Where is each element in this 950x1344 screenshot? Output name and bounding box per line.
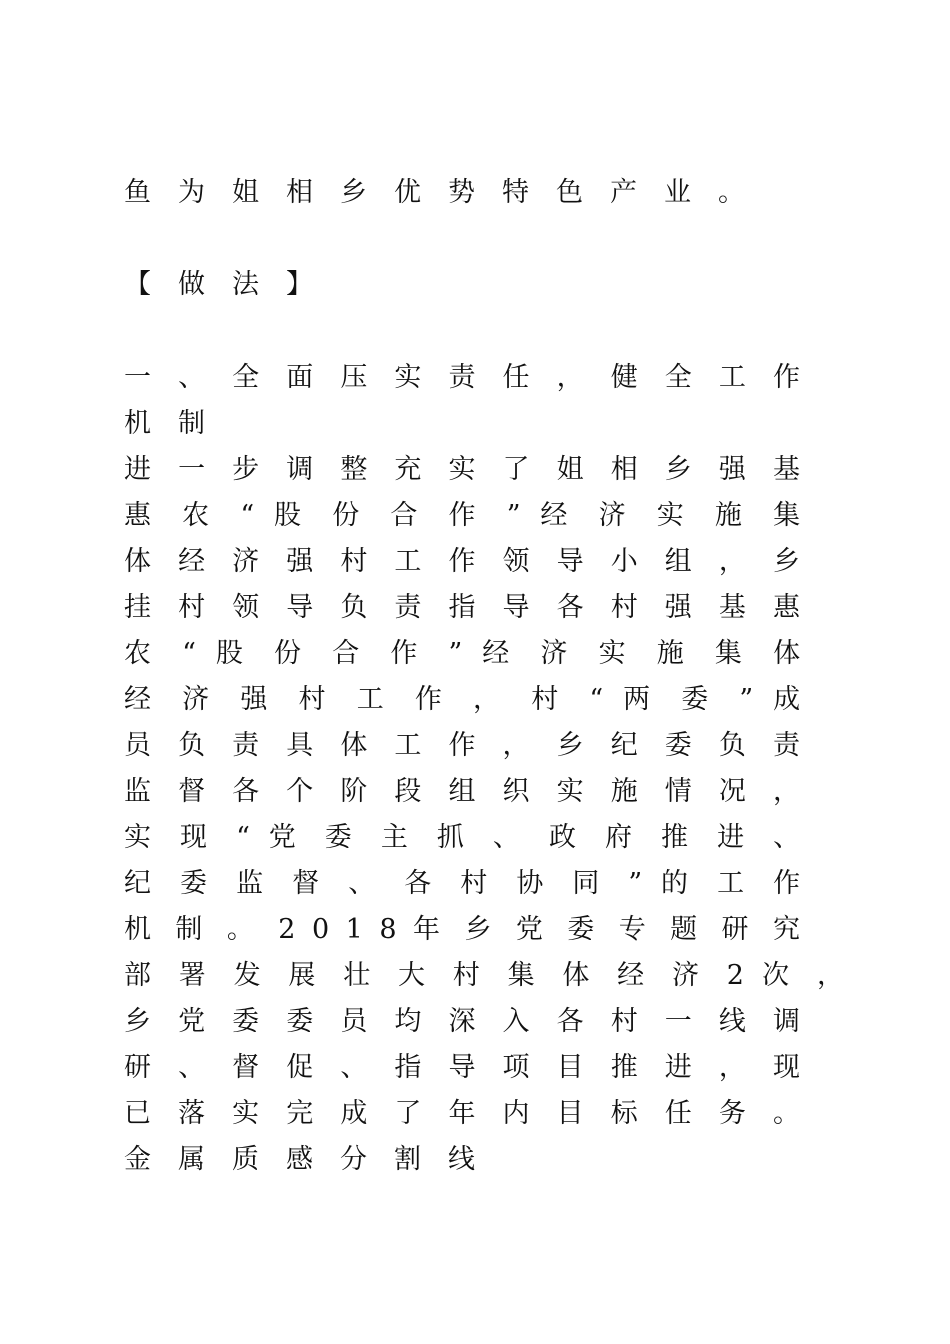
body-line-2: 惠 农 “ 股 份 合 作 ” 经 济 实 施 集 — [124, 500, 801, 531]
body-line-3: 体 经 济 强 村 工 作 领 导 小 组 ， 乡 — [124, 546, 800, 577]
body-line-14: 研 、 督 促 、 指 导 项 目 推 进 ， 现 — [124, 1052, 800, 1083]
text-line-1: 鱼为姐相乡优势特色产业。 — [124, 177, 772, 208]
body-line-8: 监 督 各 个 阶 段 组 织 实 施 情 况 ， — [124, 776, 800, 807]
body-line-4: 挂 村 领 导 负 责 指 导 各 村 强 基 惠 — [124, 592, 800, 623]
subheading-line-2: 机制 — [124, 408, 232, 439]
body-line-7: 员 负 责 具 体 工 作 ， 乡 纪 委 负 责 — [124, 730, 800, 761]
body-line-15: 已 落 实 完 成 了 年 内 目 标 任 务 。 — [124, 1098, 800, 1129]
section-heading: 【做法】 — [124, 269, 340, 300]
body-line-16: 金属质感分割线 — [124, 1144, 502, 1175]
body-line-6: 经 济 强 村 工 作 ， 村 “ 两 委 ” 成 — [124, 684, 801, 715]
body-line-11: 机 制 。 2 0 1 8 年 乡 党 委 专 题 研 究 — [124, 914, 800, 945]
body-line-13: 乡 党 委 委 员 均 深 入 各 村 一 线 调 — [124, 1006, 800, 1037]
body-line-1: 进 一 步 调 整 充 实 了 姐 相 乡 强 基 — [124, 454, 800, 485]
body-line-5: 农 “ 股 份 合 作 ” 经 济 实 施 集 体 — [124, 638, 801, 669]
body-line-10: 纪 委 监 督 、 各 村 协 同 ” 的 工 作 — [124, 868, 801, 899]
subheading-line-1: 一 、 全 面 压 实 责 任 ， 健 全 工 作 — [124, 362, 800, 393]
body-line-9: 实 现 “ 党 委 主 抓 、 政 府 推 进 、 — [124, 822, 801, 853]
body-line-12: 部 署 发 展 壮 大 村 集 体 经 济 2 次 ， — [124, 960, 844, 991]
